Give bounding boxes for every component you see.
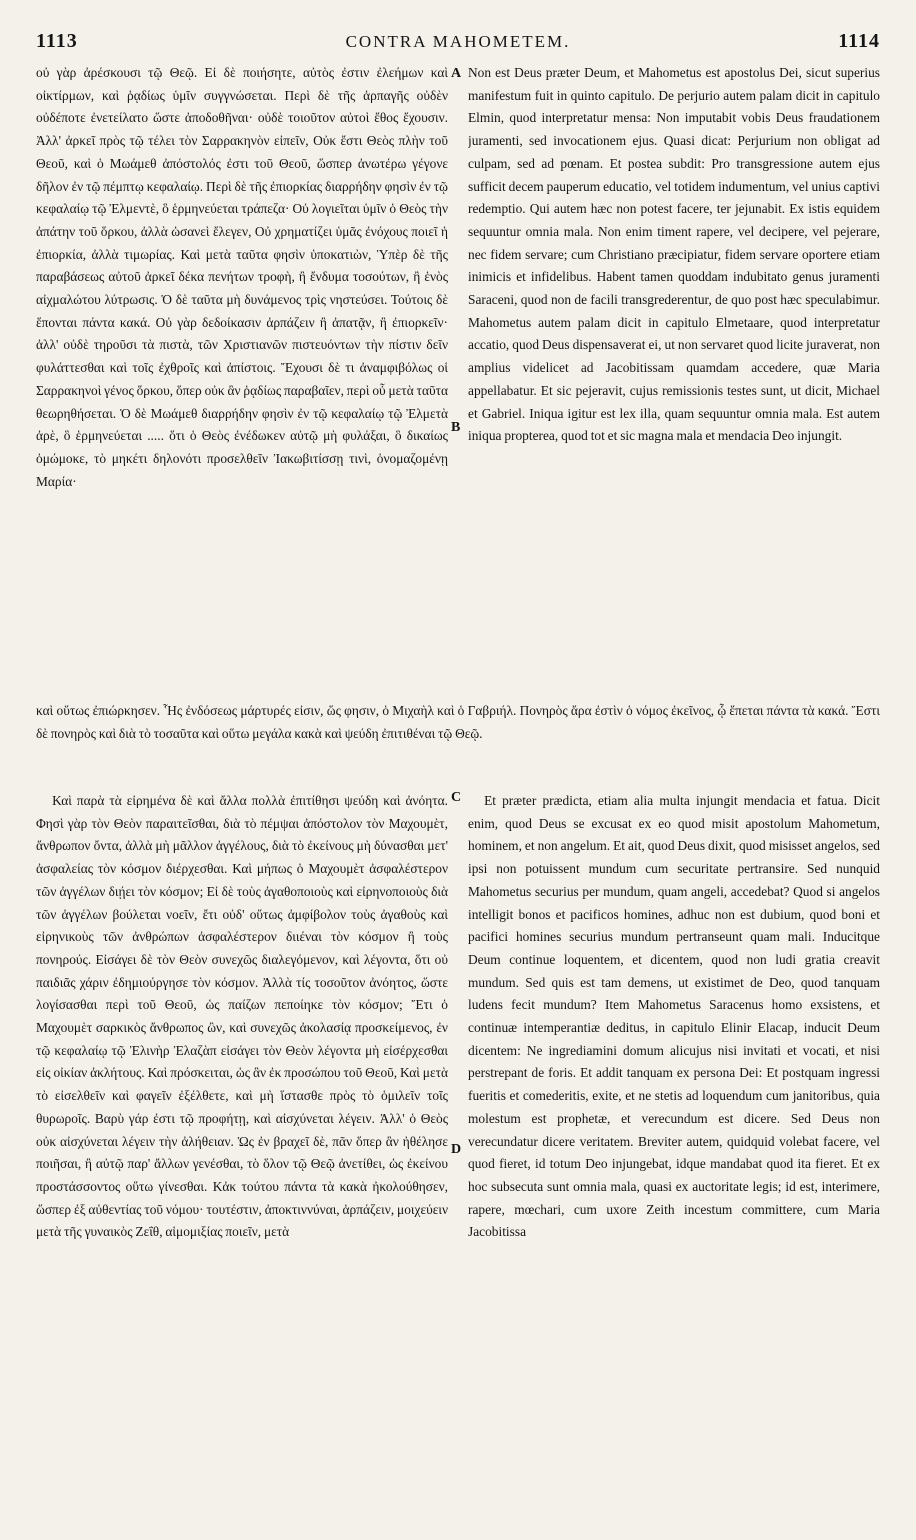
greek-paragraph-bottom: Καὶ παρὰ τὰ εἰρημένα δὲ καὶ ἄλλα πολλὰ ἐπιτίθησι ψεύδη καὶ ἀνόητα. Φησὶ γὰρ τὸν Θεὸν παραιτεῖσθαι, διὰ τὸ πέμψαι ἀπόστολον τὸν Μαχουμὲτ, ἄνθρωπον ὄντα, ἀλλὰ μὴ μᾶλλον ἀγγέλους, διὰ τὸ ἐκείνους μὴ δύνασθαι μετ' ἀσφαλείας τὸν κόσμον διέρχεσθαι. Καὶ μήπως ὁ Μαχουμὲτ ἀσφαλέστερον τῶν ἀγγέλων διῄει τὸν κόσμον; Εἰ δὲ τοὺς ἀγαθοποιοὺς καὶ εἰρηνοποιοὺς διὰ τῶν ἀγγέλων βούλεται νοεῖν, ἔτι οὐδ' οὕτως ἀμφίβολον τοὺς ἀγαθοὺς καὶ εἰρηνικοὺς τῶν ἀνθρώπων ἀσφαλέστερον διιέναι τὸν κόσμον ἢ τοὺς πονηρούς. Εἰσάγει δὲ τὸν Θεὸν συνεχῶς διαλεγόμενον, καὶ λέγοντα, ὅτι οὐ παιδιᾶς χάριν ἐδημιούργησε τὸν κόσμον. Ἀλλὰ τίς τοσοῦτον ἀνόητος, ὥστε λογίσασθαι περὶ τοῦ Θεοῦ, ὡς παίζων πεποίηκε τὸν κόσμον; Ἔτι ὁ Μαχουμὲτ σαρκικὸς ἄνθρωπος ὢν, καὶ συνεχῶς ἀκολασίᾳ προσκείμενος, ἐν τῷ κεφαλαίῳ τῷ Ἐλινὴρ Ἐλαζὰπ εἰσάγει τὸν Θεὸν λέγοντα μὴ εἰσέρχεσθαι εἰς οἰκίαν ἀκλήτους. Καὶ πρόσκειται, ὡς ἂν ἐκ προσώπου τοῦ Θεοῦ, Καὶ μετὰ τὸ εἰσελθεῖν καὶ φαγεῖν ἐξέλθετε, καὶ μὴ ἵστασθε πρὸς τὸ ὁμιλεῖν τοῖς θυρωροῖς. Βαρὺ γάρ ἐστι τῷ προφήτῃ, καὶ αἰσχύνεται λέγειν. Ἀλλ' ὁ Θεὸς οὐκ αἰσχύνεται λέγειν τὴν ἀλήθειαν. Ὡς ἐν βραχεῖ δὲ, πᾶν ὅπερ ἂν ἠθέλησε ποιῆσαι, ἢ αὐτῷ παρ' ἄλλων γενέσθαι, τὸ ὅλον τῷ Θεῷ ἀνετίθει, ὡς ἐκείνου προστάσσοντος οὕτω γίνεσθαι. Κἀκ τούτου πάντα τὰ κακὰ ἠκολούθησεν, ὥσπερ ἐξ αὐθεντίας τοῦ νόμου· τουτέστιν, ἀποκτιννύναι, ἁρπάζειν, μοιχεύειν μετὰ τῆς γυναικὸς Ζεΐθ, αἱμομιξίας ποιεῖν, μετὰ bbox=[36, 793, 448, 1240]
page-number-left: 1113 bbox=[36, 30, 78, 52]
greek-column-top bbox=[36, 62, 448, 702]
greek-column-bottom bbox=[36, 790, 448, 1510]
greek-paragraph-top: οὐ γὰρ ἀρέσκουσι τῷ Θεῷ. Εἰ δὲ ποιήσητε, αὐτὸς ἐστιν ἐλεήμων καὶ οἰκτίρμων, καὶ ῥᾳδίως ὑμῖν συγγνώσεται. Περὶ δὲ τῆς ἁρπαγῆς οὐδὲν οὐδέποτε ἐνετείλατο ὥστε ἀποδοθῆναι· οὐδὲ τοιοῦτον αὐτοὶ ἔθος ἔχουσιν. Ἀλλ' ἀρκεῖ πρὸς τῷ τέλει τὸν Σαρρακηνὸν εἰπεῖν, Οὐκ ἔστι Θεὸς πλὴν τοῦ Θεοῦ, καὶ ὁ Μωάμεθ ἀπόστολός ἐστι τοῦ Θεοῦ, ὥσπερ ἀνωτέρω γέγονε δῆλον ἐν τῷ πέμπτῳ κεφαλαίῳ. Περὶ δὲ τῆς ἐπιορκίας διαρρήδην φησὶν ἐν τῷ κεφαλαίῳ τῷ Ἐλμεντὲ, ὃ ἑρμηνεύεται τράπεζα· Οὐ λογιεῖται ὑμῖν ὁ Θεὸς τὴν ἀπάτην τοῦ ὅρκου, ἀλλὰ ὡσανεὶ ἔλεγεν, Οὐ χρηματίζει ὑμᾶς ἐνόχους ποιεῖ ἡ ἐπιορκία, ἀλλὰ τιμωρίας. Καὶ μετὰ ταῦτα φησὶν ὑποκατιὼν, Ὑπὲρ δὲ τῆς παραβάσεως αὐτοῦ ἀρκεῖ δέκα πενήτων τροφὴ, ἢ ἔνδυμα τοσούτων, ἢ ἑνὸς αἰχμαλώτου λύτρωσις. Ὁ δὲ ταῦτα μὴ δυνάμενος τρὶς νηστεύσει. Τούτοις δὲ ἕπονται πάντα κακά. Οὐ γὰρ δεδοίκασιν ἁρπάζειν ἢ ἀπατᾷν, ἢ ἐπιορκεῖν· ἀλλ' οὐδὲ τηροῦσι τὰ πιστὰ, τῶν Χριστιανῶν πιστευόντων τὴν πίστιν δεῖν φυλάττεσθαι καὶ τοῖς ἐχθροῖς καὶ ἀπίστοις. Ἔχουσι δὲ τι ἀναμφιβόλως οἱ Σαρρακηνοὶ γένος ὅρκου, ὅπερ οὐκ ἂν ῥᾳδίως παραβαῖεν, περὶ οὗ μετὰ ταῦτα θεωρηθήσεται. Ὁ δὲ Μωάμεθ διαρρήδην φησὶν ἐν τῷ κεφαλαίῳ τῷ Ἐλμετὰ ἀρὲ, ὃ ἑρμηνεύεται ..... ὅτι ὁ Θεὸς ἐνέδωκεν αὐτῷ μὴ φυλάξαι, ὃ δικαίως ὀμώμοκε, τὸ μηκέτι δηλονότι προσελθεῖν Ἰακωβιτίσσῃ τινὶ, ὀνομαζομένῃ Μαρία· bbox=[36, 65, 448, 489]
latin-column-top bbox=[468, 62, 880, 702]
section-marker-a: A bbox=[451, 66, 462, 81]
greek-span-paragraph: καὶ οὕτως ἐπιώρκησεν. Ἧς ἐνδόσεως μάρτυρές εἰσιν, ὥς φησιν, ὁ Μιχαὴλ καὶ ὁ Γαβριήλ. Πονηρὸς ἄρα ἐστὶν ὁ νόμος ἐκεῖνος, ᾧ ἕπεται πάντα τὰ κακά. Ἔστι δὲ πονηρὸς καὶ διὰ τὸ τοσαῦτα καὶ οὕτω μεγάλα κακὰ καὶ ψεύδη ἐπιτιθέναι τῷ Θεῷ. bbox=[36, 703, 880, 741]
latin-column-bottom bbox=[468, 790, 880, 1510]
running-title: CONTRA MAHOMETEM. bbox=[345, 32, 571, 51]
section-marker-c: C bbox=[451, 790, 462, 805]
greek-full-width-passage bbox=[36, 700, 880, 772]
page-number-right: 1114 bbox=[838, 30, 880, 52]
section-marker-b: B bbox=[451, 420, 461, 435]
page-header bbox=[36, 30, 880, 60]
latin-paragraph-top: Non est Deus præter Deum, et Mahometus est apostolus Dei, sicut superius manifestum fuit in quinto capitulo. De perjurio autem palam dicit in capitulo Elmin, quod interpretatur mensa: Non imputabit vobis Deus fraudationem juramenti, sed invocationem ejus. Quasi dicat: Perjurium non obligat ad culpam, sed ad pœnam. Et postea subdit: Pro transgressione autem ejus sufficit decem pauperum educatio, vel totidem indumentum, vel unius captivi redemptio. Qui autem hæc non potest facere, ter jejunabit. Ex istis equidem sequuntur omnia mala. Non enim timent rapere, vel decipere, vel pejerare, nec fidem servare; cum Christiano præcipiatur, fidem servare oportere etiam inimicis et infidelibus. Habent tamen quoddam indubitato genus juramenti Saraceni, quod non de facili transgrederentur, de quo post hæc speculabimur. Mahometus autem palam dicit in capitulo Elmetaare, quod interpretatur accatio, quod Deus dispensaverat ei, ut non servaret quod licite juraverat, non amplius videlicet ad Jacobitissam quamdam accedere, quæ Maria appellabatur. Et sic pejeravit, cujus remissionis testes sunt, ut dicit, Michael et Gabriel. Iniqua igitur est lex illa, quam sequuntur omnia mala. Est autem iniqua propterea, quod tot et sic magna mala et mendacia Deo injungit. bbox=[468, 65, 880, 444]
section-marker-d: D bbox=[451, 1142, 462, 1157]
latin-paragraph-bottom: Et præter prædicta, etiam alia multa injungit mendacia et fatua. Dicit enim, quod Deus se excusat ex eo quod misit apostolum Mahometum, hominem, et non angelum. Et ait, quod Deus dixit, quod misisset angelos, sed ipsi non potuissent mundum cum securitate pertransire. Sed nunquid Mahometus securius per mundum, quam angeli, accedebat? Quod si angelos intelligit bonos et pacificos homines, adhuc non est dubium, quod boni et pacifici homines securius mundum pertranseunt quam mali. Inducitque Deum continue loquentem, et dicentem, quod non ludi gratia creavit mundum. Sed quis est tam demens, ut existimet de Deo, quod tanquam ludens fecit mundum? Item Mahometus Saracenus homo exsistens, et continuæ intemperantiæ deditus, in capitulo Elinir Elacap, inducit Deum dicentem: Ne ingrediamini domum alicujus nisi invitati et vocati, et nisi perstrepant de foris. Et addit tanquam ex persona Dei: Et postquam ingressi fueritis et comederitis, exite, et ne stetis ad loquendum cum janitoribus, quia molestum est prophetæ, et verecundum est dicere. Sed Deus non verecundatur dicere veritatem. Breviter autem, quidquid volebat facere, vel quod fieret, id totum Deo injungebat, idque mandabat quod ita fieret. Et ex hoc subsecuta sunt omnia mala, quasi ex auctoritate legis; id est, interimere, rapere, mœchari, cum uxore Zeith incestum committere, cum Maria Jacobitissa bbox=[468, 793, 880, 1240]
